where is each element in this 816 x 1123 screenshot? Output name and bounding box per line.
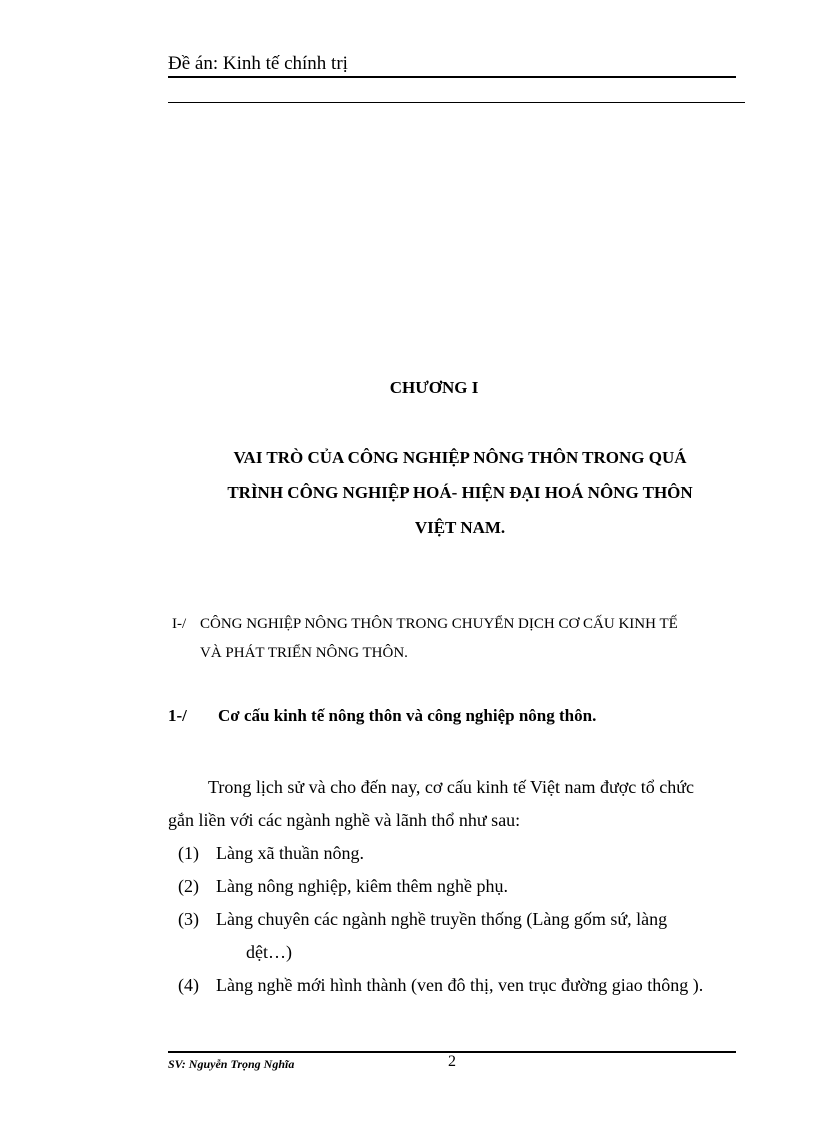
list-item-text: Làng chuyên các ngành nghề truyền thống (Làng gốm sứ, làng xyxy=(216,909,668,929)
list-item-number: (4) xyxy=(178,975,199,995)
subsection-number: 1-/ xyxy=(168,706,187,725)
intro-line: gắn liền với các ngành nghề và lãnh thổ như sau: xyxy=(168,810,521,830)
list-item-text: Làng nông nghiệp, kiêm thêm nghề phụ. xyxy=(216,876,508,896)
subsection-heading xyxy=(168,706,596,726)
list-item xyxy=(178,969,738,1002)
page-number: 2 xyxy=(448,1053,456,1070)
chapter-title-line: TRÌNH CÔNG NGHIỆP HOÁ- HIỆN ĐẠI HOÁ NÔNG THÔN xyxy=(227,483,693,502)
section-heading-line: VÀ PHÁT TRIỂN NÔNG THÔN. xyxy=(200,645,408,661)
header-rule-bottom xyxy=(168,102,745,103)
section-heading xyxy=(172,610,760,668)
chapter-title-line: VAI TRÒ CỦA CÔNG NGHIỆP NÔNG THÔN TRONG QUÁ xyxy=(233,448,687,467)
intro-paragraph xyxy=(168,771,768,837)
chapter-label: CHƯƠNG I xyxy=(389,378,479,397)
list-item xyxy=(178,837,738,870)
footer-author: SV: Nguyễn Trọng Nghĩa xyxy=(168,1057,295,1071)
header-title: Đề án: Kinh tế chính trị xyxy=(168,53,348,74)
section-heading-line: CÔNG NGHIỆP NÔNG THÔN TRONG CHUYỂN DỊCH CƠ CẤU KINH TẾ xyxy=(200,616,678,632)
list-item-number: (1) xyxy=(178,843,199,863)
list-item-continuation: dệt…) xyxy=(246,942,292,962)
chapter-title-line: VIỆT NAM. xyxy=(414,518,506,537)
list-item xyxy=(178,903,738,969)
section-number: I-/ xyxy=(172,616,187,632)
chapter-title xyxy=(195,440,725,545)
village-type-list xyxy=(178,837,738,1002)
list-item-number: (3) xyxy=(178,909,199,929)
list-item-text: Làng xã thuần nông. xyxy=(216,843,364,863)
list-item xyxy=(178,870,738,903)
header-rule-top xyxy=(168,76,736,78)
subsection-title: Cơ cấu kinh tế nông thôn và công nghiệp nông thôn. xyxy=(218,706,597,725)
list-item-text: Làng nghề mới hình thành (ven đô thị, ven trục đường giao thông ). xyxy=(216,975,704,995)
list-item-number: (2) xyxy=(178,876,199,896)
intro-line: Trong lịch sử và cho đến nay, cơ cấu kinh tế Việt nam được tổ chức xyxy=(208,777,694,797)
